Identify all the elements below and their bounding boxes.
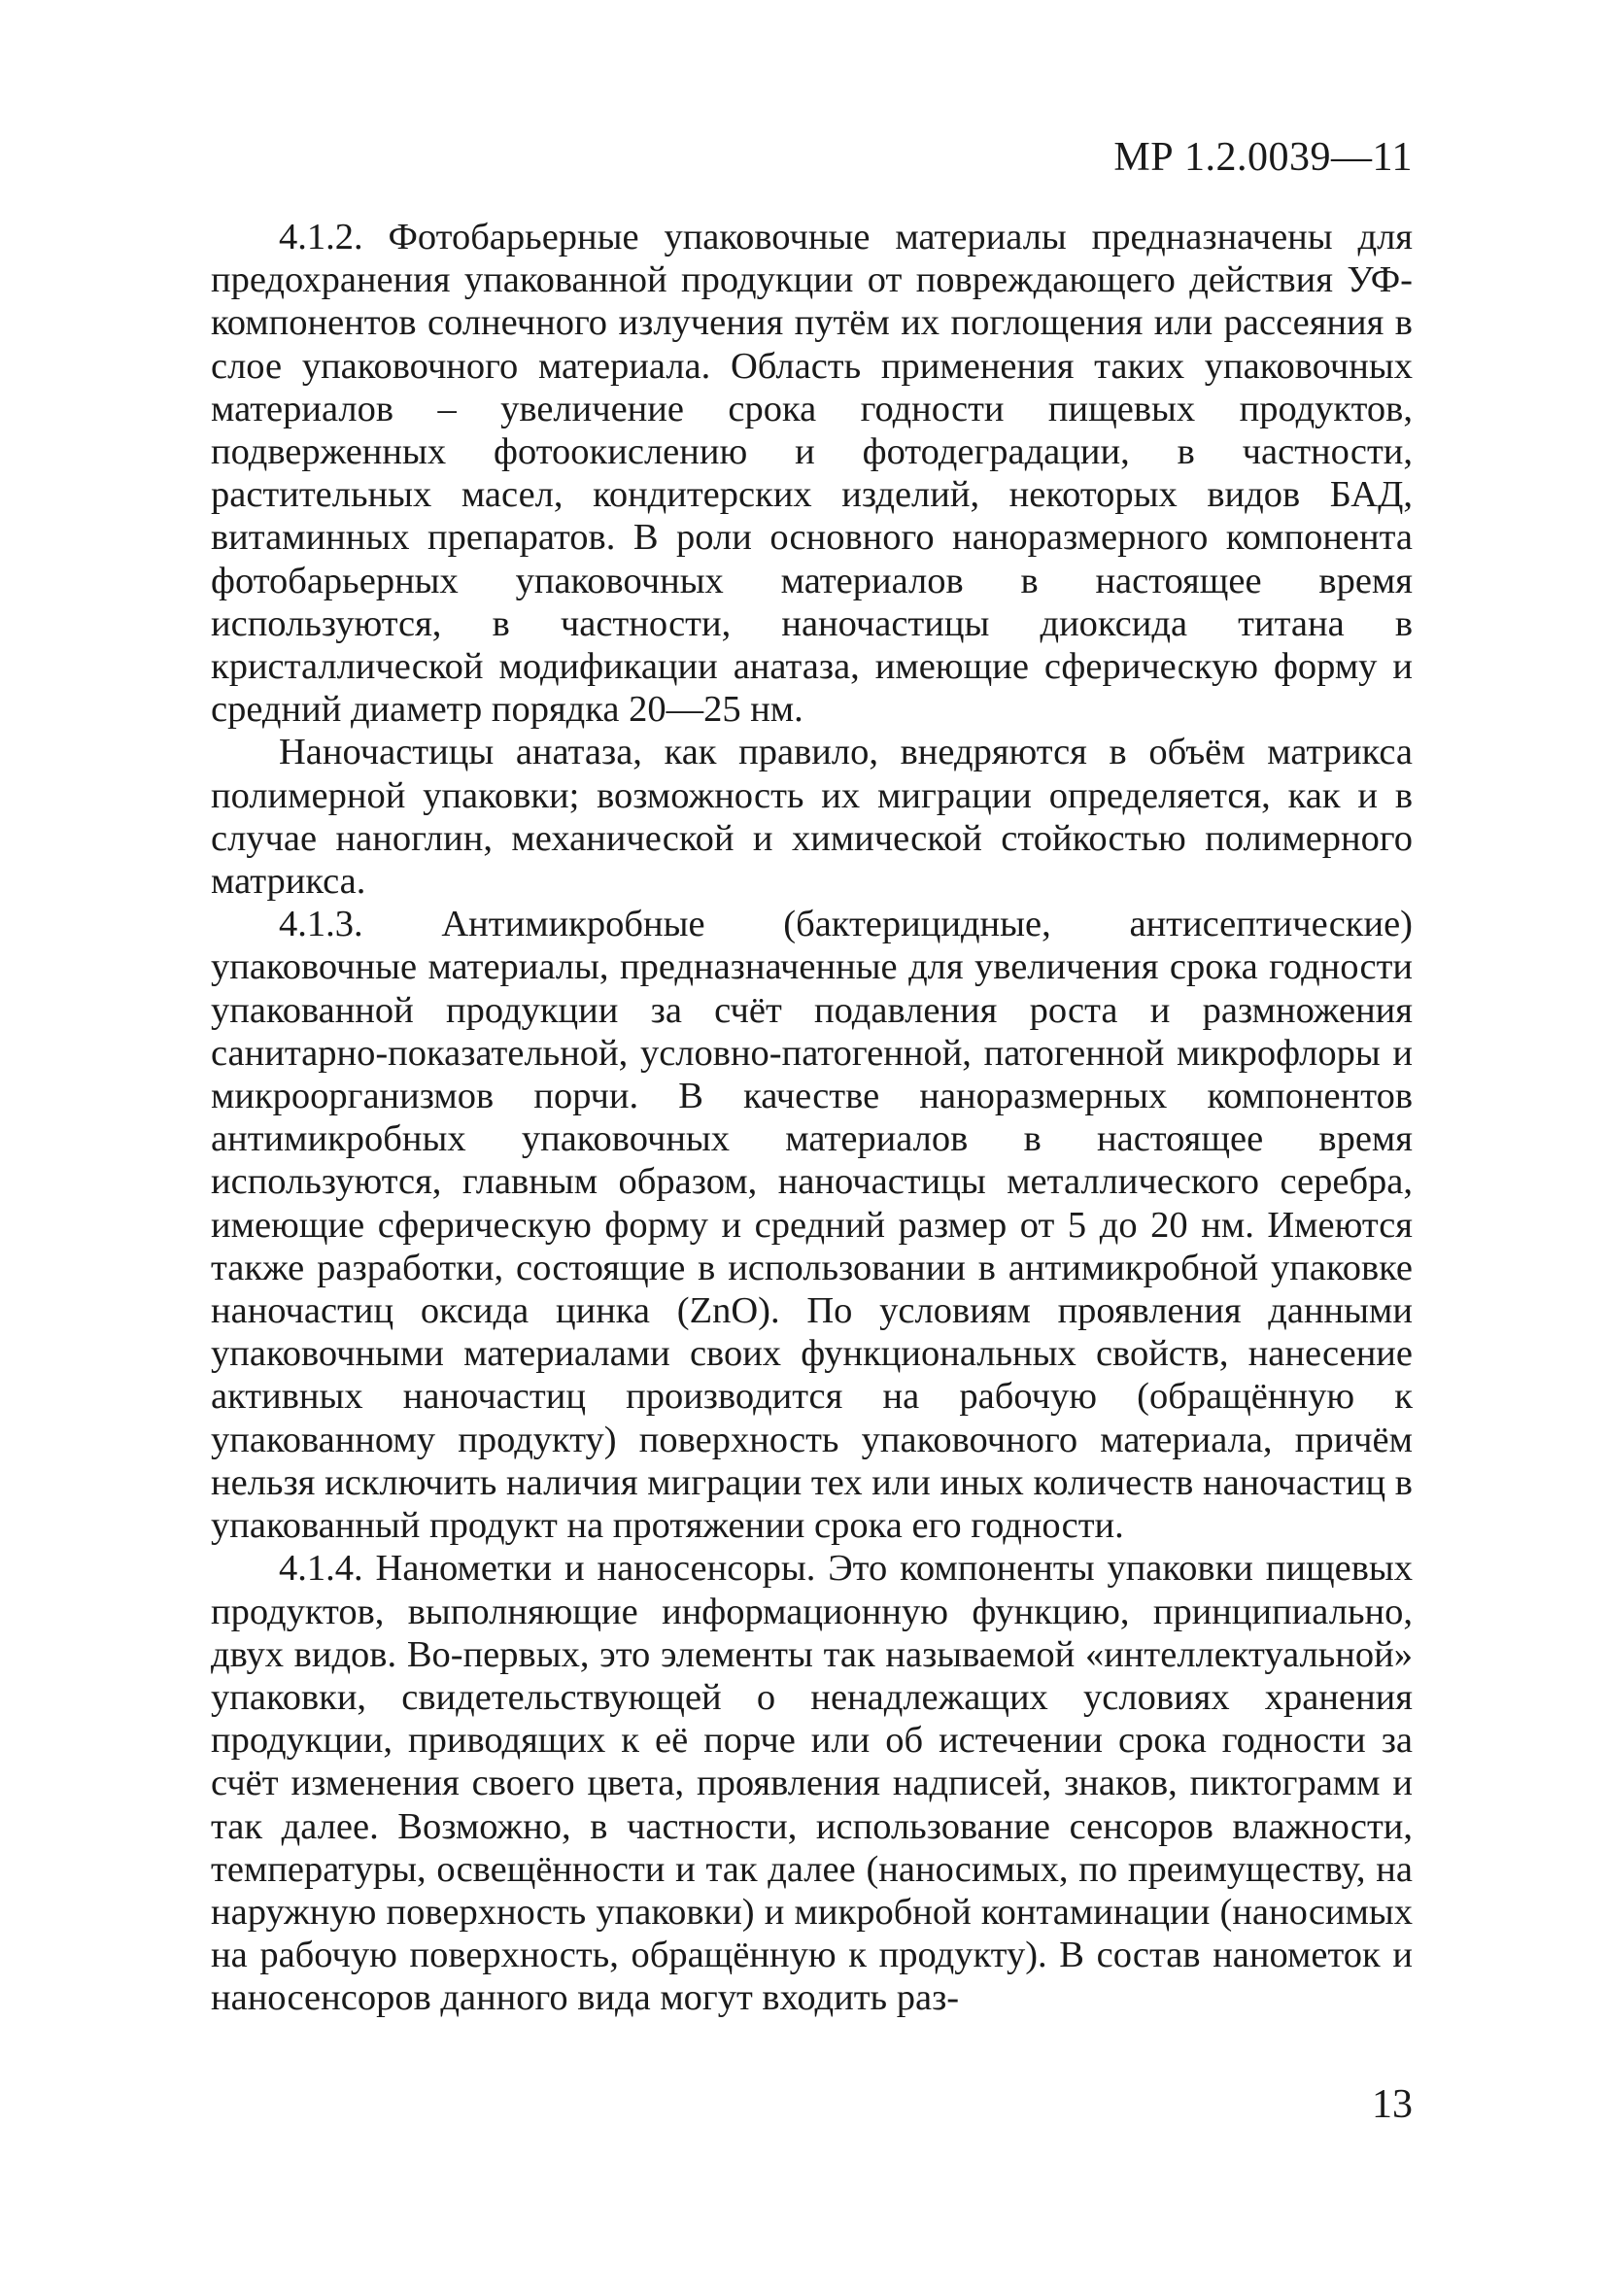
paragraph-anatase: Наночастицы анатаза, как правило, внедряются в объём матрикса полимерной упаковки; возможность их миграции определяется, как и в случае наноглин, механической и химической стойкостью полимерного матрикса. — [211, 732, 1413, 903]
body-text — [211, 216, 1413, 2020]
document-code-header: МР 1.2.0039—11 — [1113, 135, 1413, 180]
paragraph-4-1-4: 4.1.4. Нанометки и наносенсоры. Это компоненты упаковки пищевых продуктов, выполняющие информационную функцию, принципиально, двух видов. Во-первых, это элементы так называемой «интеллектуальной» упаковки, свидетельствующей о ненадлежащих условиях хранения продукции, приводящих к её порче или об истечении срока годности за счёт изменения своего цвета, проявления надписей, знаков, пиктограмм и так далее. Возможно, в частности, использование сенсоров влажности, температуры, освещённости и так далее (наносимых, по преимуществу, на наружную поверхность упаковки) и микробной контаминации (наносимых на рабочую поверхность, обращённую к продукту). В состав нанометок и наносенсоров данного вида могут входить раз- — [211, 1548, 1413, 2019]
page-number: 13 — [1372, 2082, 1413, 2127]
paragraph-4-1-3: 4.1.3. Антимикробные (бактерицидные, антисептические) упаковочные материалы, предназначенные для увеличения срока годности упакованной продукции за счёт подавления роста и размножения санитарно-показательной, условно-патогенной, патогенной микрофлоры и микроорганизмов порчи. В качестве наноразмерных компонентов антимикробных упаковочных материалов в настоящее время используются, главным образом, наночастицы металлического серебра, имеющие сферическую форму и средний размер от 5 до 20 нм. Имеются также разработки, состоящие в использовании в антимикробной упаковке наночастиц оксида цинка (ZnO). По условиям проявления данными упаковочными материалами своих функциональных свойств, нанесение активных наночастиц производится на рабочую (обращённую к упакованному продукту) поверхность упаковочного материала, причём нельзя исключить наличия миграции тех или иных количеств наночастиц в упакованный продукт на протяжении срока его годности. — [211, 904, 1413, 1547]
paragraph-4-1-2: 4.1.2. Фотобарьерные упаковочные материалы предназначены для предохранения упакованной продукции от повреждающего действия УФ-компонентов солнечного излучения путём их поглощения или рассеяния в слое упаковочного материала. Область применения таких упаковочных материалов – увеличение срока годности пищевых продуктов, подверженных фотоокислению и фотодеградации, в частности, растительных масел, кондитерских изделий, некоторых видов БАД, витаминных препаратов. В роли основного наноразмерного компонента фотобарьерных упаковочных материалов в настоящее время используются, в частности, наночастицы диоксида титана в кристаллической модификации анатаза, имеющие сферическую форму и средний диаметр порядка 20—25 нм. — [211, 217, 1413, 731]
